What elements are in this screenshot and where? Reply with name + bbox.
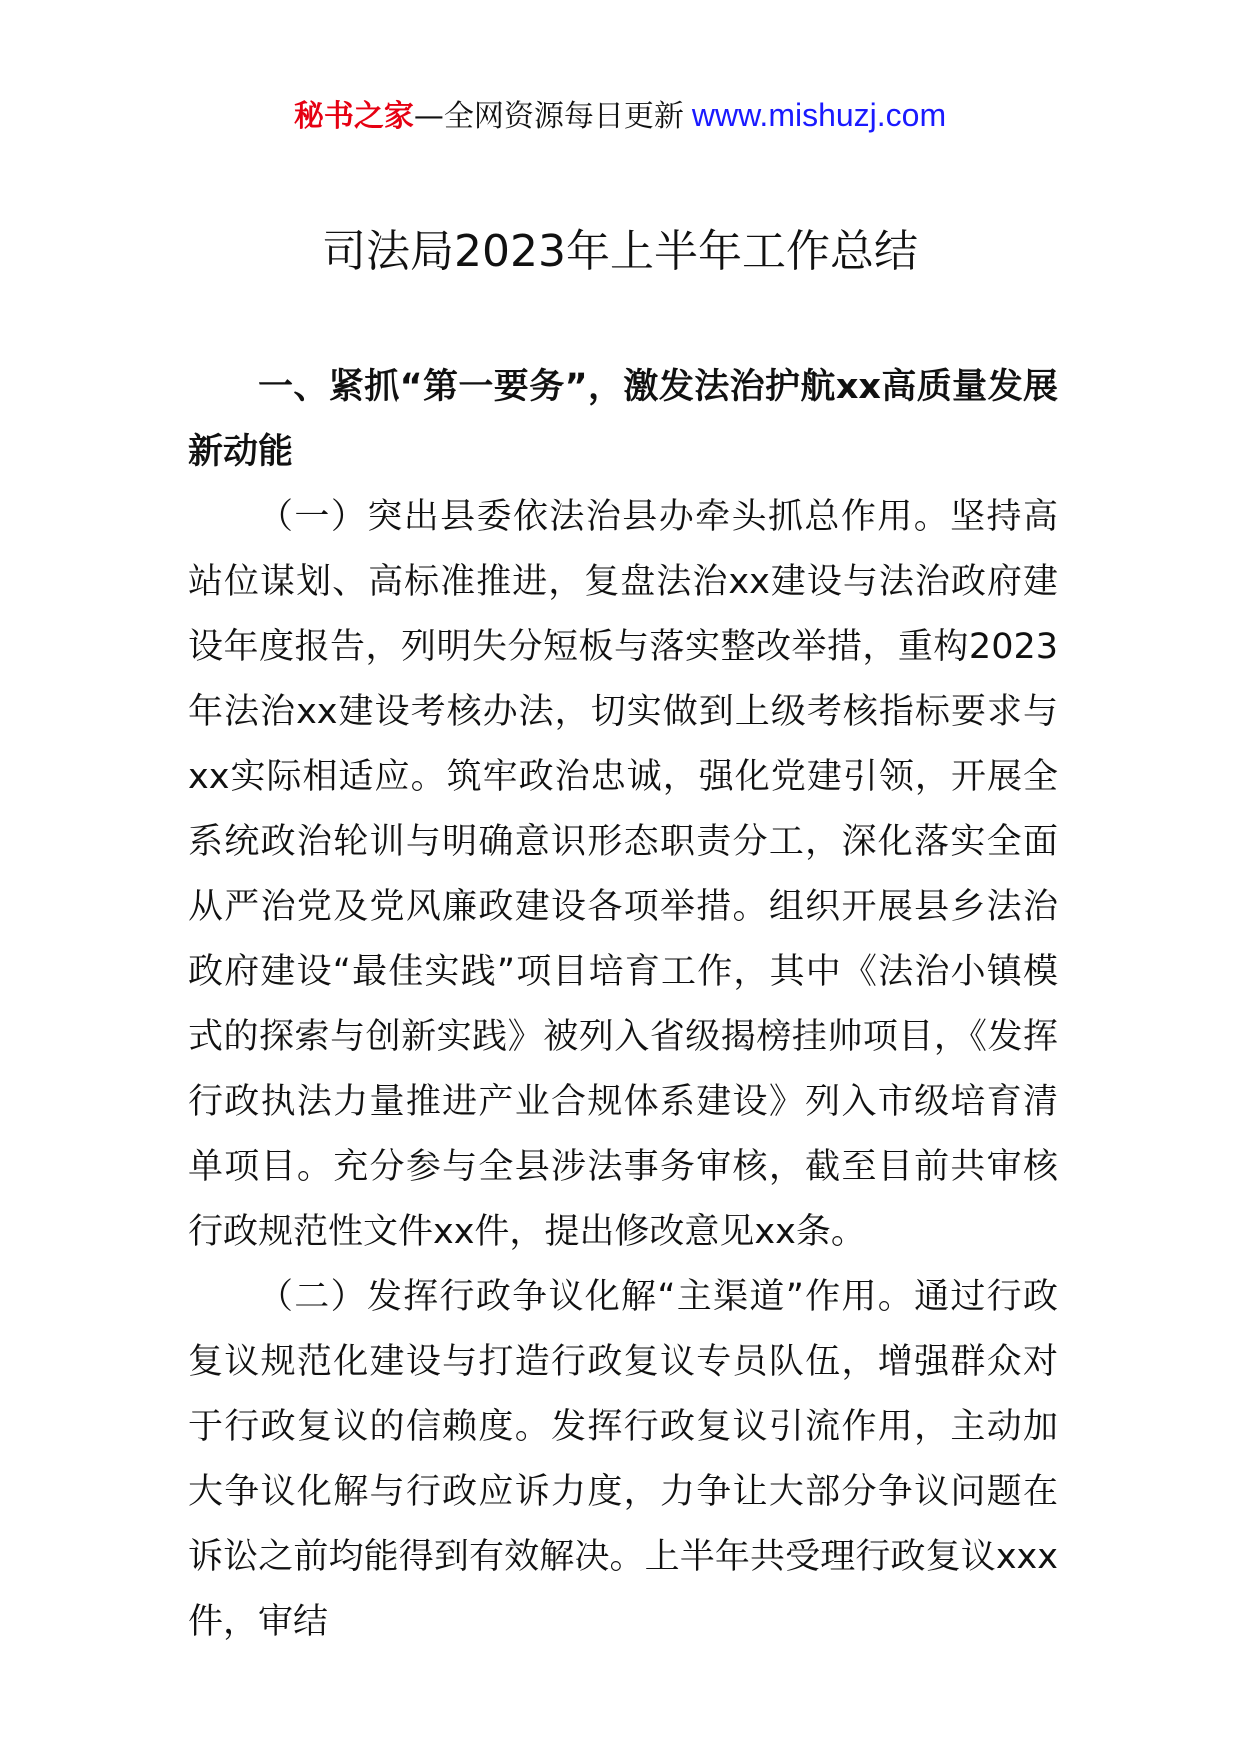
header-slogan: —全网资源每日更新 — [413, 99, 684, 134]
document-title: 司法局2023年上半年工作总结 — [322, 226, 918, 277]
section-heading: 一、紧抓“第一要务”，激发法治护航xx高质量发展新动能 — [188, 367, 1058, 472]
paragraph: （一）突出县委依法治县办牵头抓总作用。坚持高站位谋划、高标准推进，复盘法治xx建设与法治政府建设年度报告，列明失分短板与落实整改举措，重构2023年法治xx建设考核办法，切实做到上级考核指标要求与xx实际相适应。筑牢政治忠诚，强化党建引领，开展全系统政治轮训与明确意识形态职责分工，深化落实全面从严治党及党风廉政建设各项举措。组织开展县乡法治政府建设“最佳实践”项目培育工作，其中《法治小镇模式的探索与创新实践》被列入省级揭榜挂帅项目，《发挥行政执法力量推进产业合规体系建设》列入市级培育清单项目。充分参与全县涉法事务审核，截至目前共审核行政规范性文件xx件，提出修改意见xx条。 — [188, 497, 1058, 1252]
site-header — [0, 95, 1240, 137]
paragraph: （二）发挥行政争议化解“主渠道”作用。通过行政复议规范化建设与打造行政复议专员队伍，增强群众对于行政复议的信赖度。发挥行政复议引流作用，主动加大争议化解与行政应诉力度，力争让大部分争议问题在诉讼之前均能得到有效解决。上半年共受理行政复议xxx件，审结 — [188, 1277, 1058, 1642]
brand-name: 秘书之家 — [293, 99, 414, 134]
document-body — [188, 355, 1058, 1655]
site-url-link[interactable]: www.mishuzj.com — [691, 97, 947, 133]
